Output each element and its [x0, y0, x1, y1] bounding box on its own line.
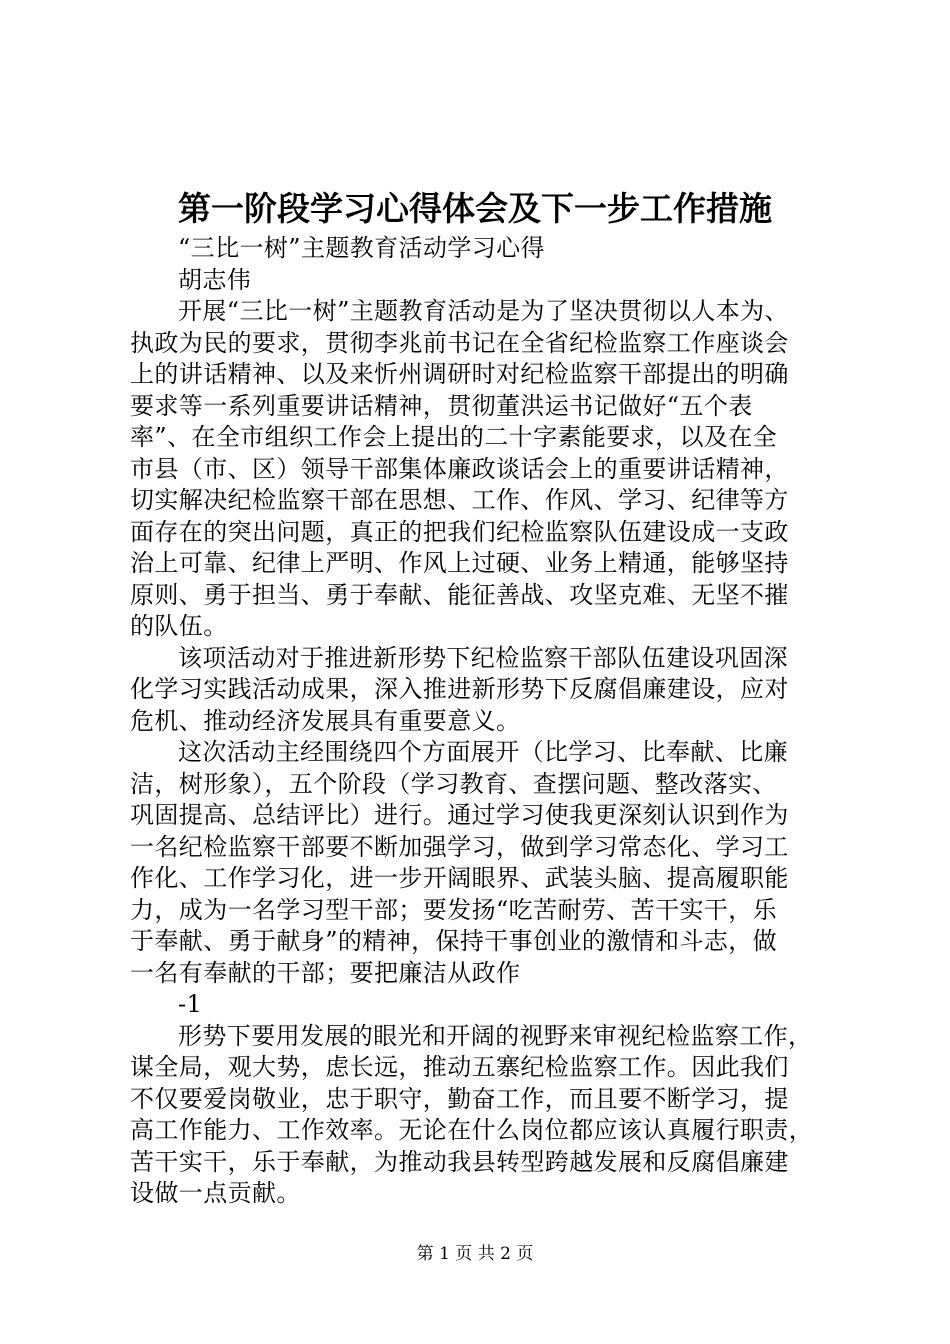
body-line: 谋全局，观大势，虑长远，推动五寨纪检监察工作。因此我们: [130, 1053, 789, 1081]
body-line: 该项活动对于推进新形势下纪检监察干部队伍建设巩固深: [178, 643, 788, 672]
subtitle-line: “三比一树”主题教育活动学习心得: [178, 234, 545, 262]
body-line: 作化、工作学习化，进一步开阔眼界、武装头脑、提高履职能: [130, 864, 789, 892]
body-line: 苦干实干，乐于奉献，为推动我县转型跨越发展和反腐倡廉建: [130, 1147, 789, 1176]
body-line: 一名有奉献的干部；要把廉洁从政作: [130, 958, 521, 987]
body-line: 开展“三比一树”主题教育活动是为了坚决贯彻以人本为、: [178, 297, 789, 325]
document-title: 第一阶段学习心得体会及下一步工作措施: [178, 189, 772, 228]
body-line: 切实解决纪检监察干部在思想、工作、作风、学习、纪律等方: [130, 486, 789, 514]
body-line: 率”、在全市组织工作会上提出的二十字素能要求，以及在全: [130, 423, 778, 451]
body-line: 于奉献、勇于献身”的精神，保持干事创业的激情和斗志，做: [130, 927, 778, 955]
body-line: 形势下要用发展的眼光和开阔的视野来审视纪检监察工作，: [178, 1021, 813, 1050]
body-line: 的队伍。: [130, 612, 228, 640]
body-line: 这次活动主经围绕四个方面展开（比学习、比奉献、比廉: [178, 738, 788, 766]
document-body: [130, 233, 835, 1210]
body-line: 洁，树形象），五个阶段（学习教育、查摆问题、整改落实、: [130, 769, 777, 798]
author-line: 胡志伟: [178, 265, 252, 294]
body-line: 治上可靠、纪律上严明、作风上过硬、业务上精通，能够坚持: [130, 549, 789, 577]
body-line: 一名纪检监察干部要不断加强学习，做到学习常态化、学习工: [130, 832, 789, 861]
body-line: 力，成为一名学习型干部；要发扬“吃苦耐劳、苦干实干，乐: [130, 895, 778, 924]
body-line: 设做一点贡献。: [130, 1179, 301, 1207]
body-line: -1: [178, 990, 203, 1018]
body-line: 执政为民的要求，贯彻李兆前书记在全省纪检监察工作座谈会: [130, 328, 789, 357]
body-line: 要求等一系列重要讲话精神，贯彻董洪运书记做好“五个表: [130, 391, 753, 420]
body-line: 原则、勇于担当、勇于奉献、能征善战、攻坚克难、无坚不摧: [130, 580, 789, 609]
body-line: 危机、推动经济发展具有重要意义。: [130, 706, 521, 735]
body-line: 上的讲话精神、以及来忻州调研时对纪检监察干部提出的明确: [130, 360, 789, 388]
body-line: 市县（市、区）领导干部集体廉政谈话会上的重要讲话精神，: [130, 454, 789, 483]
body-line: 面存在的突出问题，真正的把我们纪检监察队伍建设成一支政: [130, 517, 789, 546]
body-line: 高工作能力、工作效率。无论在什么岗位都应该认真履行职责，: [130, 1116, 814, 1144]
body-line: 巩固提高、总结评比）进行。通过学习使我更深刻认识到作为: [130, 801, 789, 829]
body-line: 化学习实践活动成果，深入推进新形势下反腐倡廉建设，应对: [130, 675, 789, 703]
body-lines: [130, 296, 835, 1210]
body-line: 不仅要爱岗敬业，忠于职守，勤奋工作，而且要不断学习，提: [130, 1084, 789, 1113]
page-number-footer: 第 1 页 共 2 页: [416, 1244, 534, 1264]
